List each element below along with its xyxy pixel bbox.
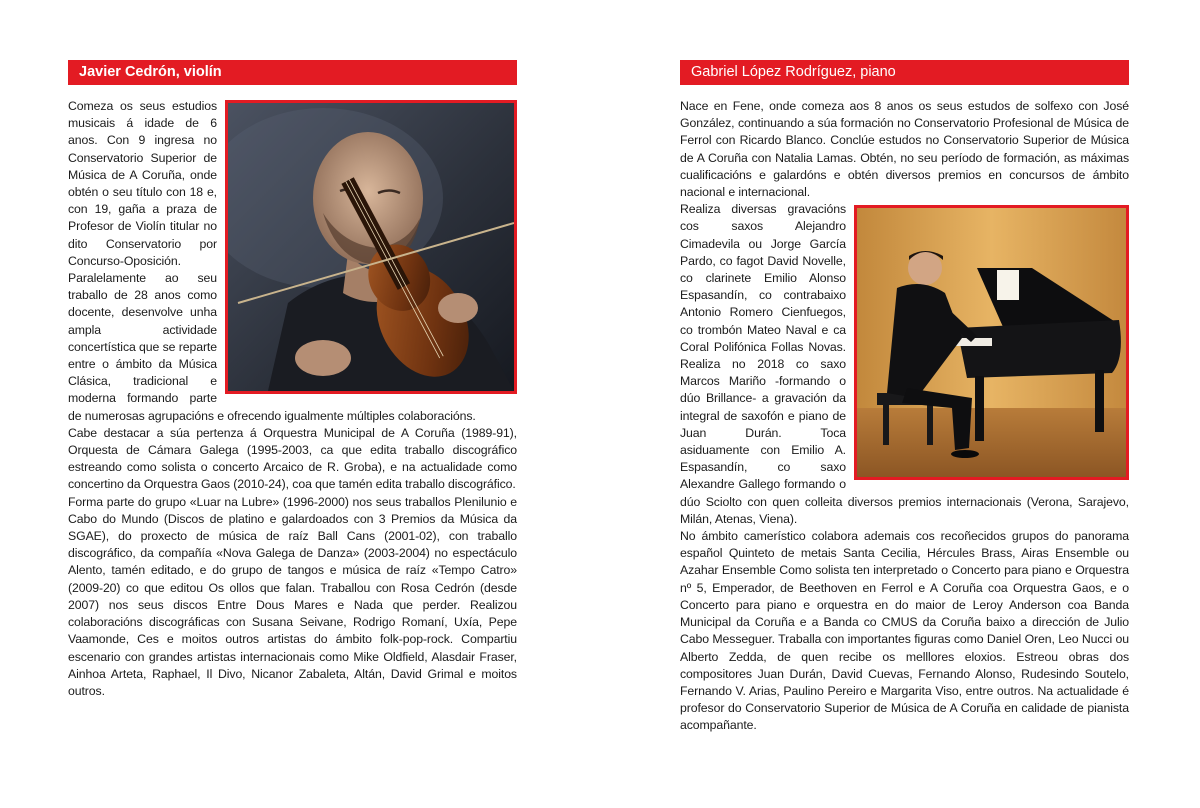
article-javier-cedron <box>68 60 517 700</box>
violinist-photo <box>225 100 517 394</box>
violinist-photo-image <box>228 103 514 391</box>
paragraph-right-2: Realiza diversas gravacións cos saxos Alejandro Cimadevila ou Jorge García Pardo, co fagot David Novelle, co clarinete Emilio Alonso Espasandín, co contrabaixo Antonio Romero Cienfuegos, co trombón Mateo Naval e ca Coral Polifónica Follas Novas. Realiza no 2018 co saxo Marcos Mariño -formando o dúo Brillance- a gravación da integral de saxofón e piano de Juan Durán. Toca asiduamente con Emilio A. Espasandín, co saxo Alexandre Gallego formando o dúo Sciolto con quen colleita diversos premios internacionais (Verona, Sarajevo, Milán, Atenas, Viena). <box>680 202 1129 526</box>
pianist-photo-image <box>857 208 1126 477</box>
paragraph-left-1: Comeza os seus estudios musicais á idade de 6 anos. Con 9 ingresa no Conservatorio Superior de Música de A Coruña, onde obtén o seu título con 18 e, con 19, gaña a praza de Profesor de Violín titular no dito Conservatorio por Concurso-Oposición. Paralelamente ao seu traballo de 28 anos como docente, desenvolve unha ampla actividade concertística que se reparte entre o ámbito da Música Clásica, tradicional e moderna formando parte de numerosas agrupacións e ofrecendo igualmente múltiples colaboracións. <box>68 99 476 423</box>
paragraph-right-3: No ámbito camerístico colabora ademais cos recoñecidos grupos do panorama español Quinteto de metais Santa Cecilia, Hércules Brass, Airas Ensemble ou Azahar Ensemble Como solista ten interpretado o Concerto para piano e Orquestra nº 5, Emperador, de Beethoven en Ferrol e A Coruña coa Orquestra Gaos, e o Concerto para piano e orquestra en do maior de Leroy Anderson coa Banda Municipal da Coruña e a Banda co CMUS da Coruña baixo a dirección de Julio Cabo Messeguer. Traballa con importantes figuras como Daniel Oren, Leo Nucci ou Alberto Zedda, de quen recibe os melllores eloxios. Estreou obras dos compositores Juan Durán, David Cuevas, Fernando Alonso, Rudesindo Soutelo, Fernando V. Arias, Paulino Pereiro e Margarita Viso, entre outros. Na actualidade é profesor do Conservatorio Superior de Música de A Coruña en calidade de pianista acompañante. <box>680 529 1129 733</box>
paragraph-left-3: Forma parte do grupo «Luar na Lubre» (1996-2000) nos seus traballos Plenilunio e Cabo do Mundo (Discos de platino e galardoados con 3 Premios da Música da SGAE), do proxecto de música de raíz Ball Cans (2001-02), con traballo discográfico, da compañía «Nova Galega de Danza» (2003-2004) no espectáculo Alento, tamén editado, e do grupo de tangos e música de raíz «Tempo Catro» (2009-20) co que editou Os ollos que falan. Traballou con Rosa Cedrón (desde 2007) nos seus discos Entre Dous Mares e Nada que perder. Realizou colaboracións discográficas con Susana Seivane, Rodrigo Romaní, Uxía, Pepe Vaamonde, Ces e moitos outros artistas do ámbito folk-pop-rock. Compartiu escenario con grandes artistas internacionais como Mike Oldfield, Alasdair Fraser, Ainhoa Arteta, Raphael, Il Divo, Nicanor Zabaleta, Altán, David Grimal e moitos outros. <box>68 494 517 698</box>
article-gabriel-lopez <box>680 60 1129 735</box>
article-body-left <box>68 98 517 700</box>
article-body-right <box>680 98 1129 735</box>
paragraph-right-1: Nace en Fene, onde comeza aos 8 anos os seus estudos de solfexo con José González, continuando a súa formación no Conservatorio Profesional de Música de Ferrol con Ricardo Blanco. Conclúe estudos no Conservatorio Superior de Música de A Coruña con Natalia Lamas. Obtén, no seu período de formación, as máximas cualificacións e galardóns e obtén diversos premios en concursos de ámbito nacional e internacional. <box>680 99 1129 200</box>
pianist-photo <box>854 205 1129 480</box>
section-title-gabriel-lopez: Gabriel López Rodríguez, piano <box>680 60 1129 85</box>
paragraph-left-2: Cabe destacar a súa pertenza á Orquestra Municipal de A Coruña (1989-91), Orquesta de Cámara Galega (1995-2003, ca que edita traballo discográfico estreando como solista o concerto Arcaico de R. Groba), e na actualidade como concertino da Orquestra Gaos (2010-24), coa que tamén edita traballo discográfico. <box>68 425 517 492</box>
section-title-javier-cedron: Javier Cedrón, violín <box>68 60 517 85</box>
